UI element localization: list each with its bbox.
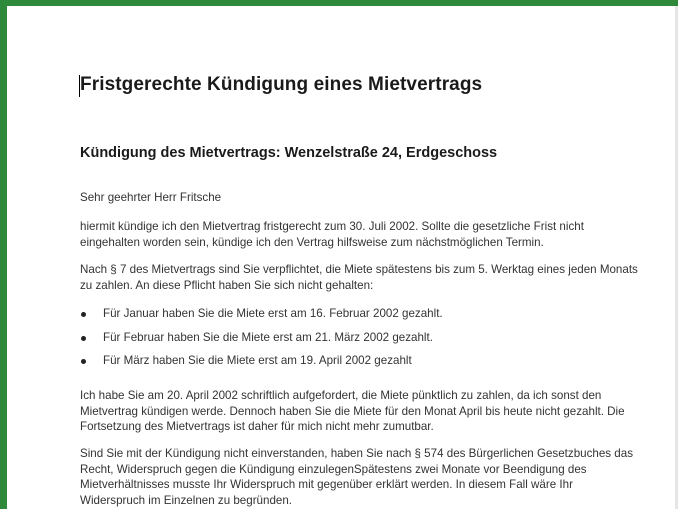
paragraph-4-line: Widerspruch im Einzelnen zu begründen. <box>80 493 293 507</box>
paragraph-2-line: Nach § 7 des Mietvertrags sind Sie verpflichtet, die Miete spätestens bis zum 5. Werktag eines jeden Monats <box>80 263 638 276</box>
list-item <box>80 353 443 377</box>
list-item-text: Für März haben Sie die Miete erst am 19. April 2002 gezahlt <box>103 354 412 367</box>
list-item <box>80 306 443 330</box>
bullet-icon <box>81 359 86 364</box>
paragraph-1-line: hiermit kündige ich den Mietvertrag fristgerecht zum 30. Juli 2002. Sollte die gesetzliche Frist nicht <box>80 220 584 233</box>
bullet-icon <box>81 336 86 341</box>
paragraph-4-line: Mietverhältnisses musste Ihr Widerspruch mit gegenüber erklärt werden. In diesem Fall wäre Ihr <box>80 478 573 491</box>
document-page[interactable] <box>7 6 678 509</box>
paragraph-2-line: zu zahlen. An diese Pflicht haben Sie sich nicht gehalten: <box>80 278 374 292</box>
payment-list <box>80 306 443 377</box>
paragraph-2 <box>80 262 638 293</box>
paragraph-1 <box>80 219 584 250</box>
list-item <box>80 330 443 354</box>
bullet-icon <box>81 312 86 317</box>
paragraph-1-line: eingehalten worden sein, kündige ich den Vertrag hilfsweise zum nächstmöglichen Termin. <box>80 235 544 249</box>
document-subject: Kündigung des Mietvertrags: Wenzelstraße 24, Erdgeschoss <box>80 145 498 161</box>
paragraph-4-line: Sind Sie mit der Kündigung nicht einverstanden, haben Sie nach § 574 des Bürgerlichen Gesetzbuches das <box>80 447 633 460</box>
list-item-text: Für Februar haben Sie die Miete erst am 21. März 2002 gezahlt. <box>103 330 433 344</box>
paragraph-4 <box>80 446 633 508</box>
list-item-text: Für Januar haben Sie die Miete erst am 16. Februar 2002 gezahlt. <box>103 307 443 320</box>
paragraph-4-line: Recht, Widerspruch gegen die Kündigung einzulegenSpätestens zwei Monate vor Beendigung des <box>80 462 587 476</box>
document-title: Fristgerechte Kündigung eines Mietvertrags <box>80 74 483 95</box>
paragraph-3-line: Ich habe Sie am 20. April 2002 schriftlich aufgefordert, die Miete pünktlich zu zahlen, da ich sonst den <box>80 389 602 402</box>
salutation: Sehr geehrter Herr Fritsche <box>80 191 222 204</box>
paragraph-3-line: Fortsetzung des Mietvertrags ist daher für mich nicht mehr zumutbar. <box>80 420 434 433</box>
paragraph-3-line: Mietvertrag kündigen werde. Dennoch haben Sie die Miete für den Monat April bis heute nicht gezahlt. Die <box>80 404 625 418</box>
paragraph-3 <box>80 388 625 435</box>
